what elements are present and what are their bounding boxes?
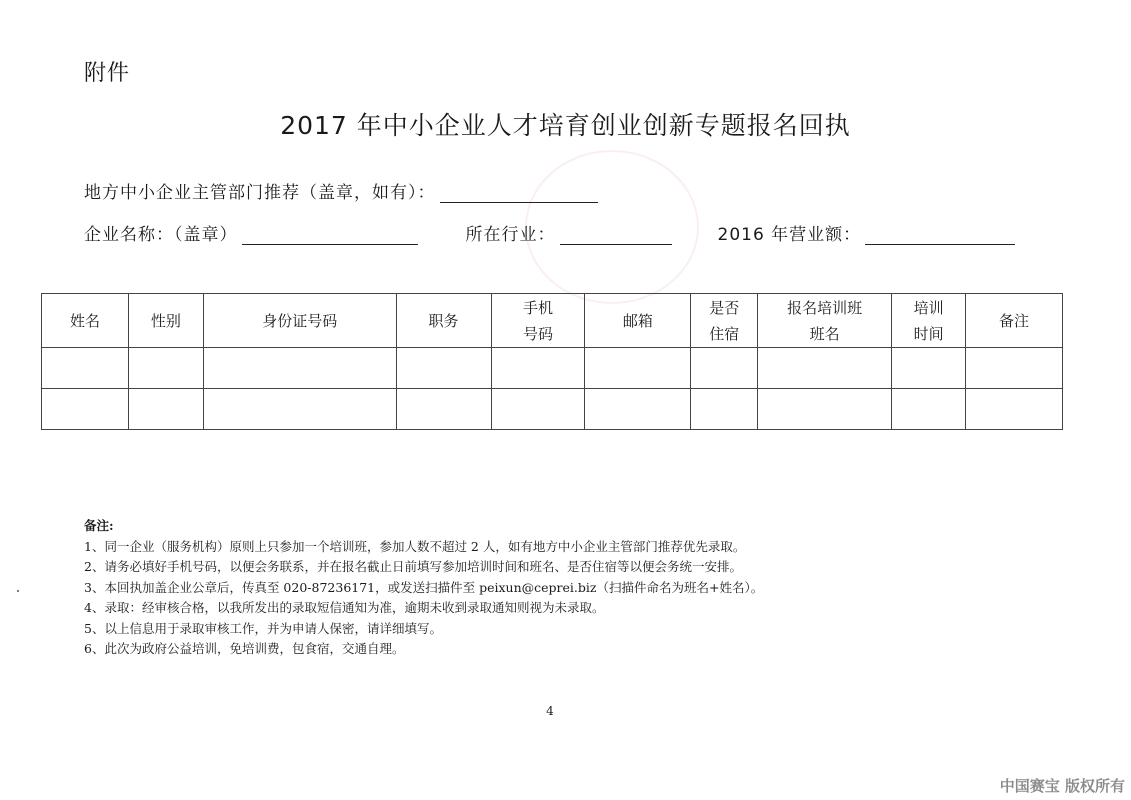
- table-cell[interactable]: [128, 389, 203, 430]
- column-header-text: 性别: [150, 311, 181, 330]
- column-header-text: 培训: [913, 298, 944, 317]
- column-header: [892, 294, 966, 348]
- column-header-text: 备注: [999, 311, 1030, 330]
- table-cell[interactable]: [128, 348, 203, 389]
- column-header-text: 邮箱: [622, 311, 653, 330]
- industry-blank[interactable]: [560, 226, 672, 245]
- table-cell[interactable]: [691, 348, 758, 389]
- column-header-text: 身份证号码: [262, 311, 338, 330]
- table-cell[interactable]: [396, 348, 491, 389]
- note-item: 1、同一企业（服务机构）原则上只参加一个培训班，参加人数不超过 2 人，如有地方中小企业主管部门推荐优先录取。: [84, 538, 746, 554]
- column-header-text: 号码: [522, 324, 553, 343]
- column-header: [585, 294, 691, 348]
- column-header: [396, 294, 491, 348]
- page-number: 4: [546, 704, 554, 718]
- table-cell[interactable]: [758, 348, 892, 389]
- note-item: 2、请务必填好手机号码，以便会务联系，并在报名截止日前填写参加培训时间和班名、是否住宿等以便会务统一安排。: [84, 559, 742, 574]
- table-cell[interactable]: [42, 348, 129, 389]
- table-cell[interactable]: [892, 389, 966, 430]
- table-cell[interactable]: [585, 389, 691, 430]
- table-cell[interactable]: [585, 348, 691, 389]
- column-header: [203, 294, 396, 348]
- column-header-text: 职务: [428, 311, 459, 330]
- scan-speck: [17, 590, 19, 592]
- table-cell[interactable]: [758, 389, 892, 430]
- table-cell[interactable]: [203, 389, 396, 430]
- company-info-line: [84, 220, 1015, 245]
- table-row: [42, 348, 1063, 389]
- column-header-text: 姓名: [69, 311, 100, 330]
- column-header-text: 报名培训班: [787, 298, 863, 317]
- table-cell[interactable]: [691, 389, 758, 430]
- column-header: [128, 294, 203, 348]
- table-cell[interactable]: [966, 348, 1063, 389]
- table-cell[interactable]: [203, 348, 396, 389]
- column-header-text: 住宿: [709, 324, 740, 343]
- table-cell[interactable]: [966, 389, 1063, 430]
- registration-table: [41, 293, 1063, 430]
- recommendation-blank[interactable]: [440, 184, 598, 203]
- table-header-row: [42, 294, 1063, 348]
- note-item: 6、此次为政府公益培训，免培训费，包食宿，交通自理。: [84, 641, 405, 656]
- attachment-label: 附件: [84, 61, 131, 86]
- revenue-blank[interactable]: [865, 226, 1015, 245]
- note-item: 5、以上信息用于录取审核工作，并为申请人保密，请详细填写。: [84, 620, 442, 636]
- recommendation-line: [84, 178, 598, 203]
- column-header-text: 班名: [809, 324, 840, 343]
- column-header: [758, 294, 892, 348]
- recommendation-label: 地方中小企业主管部门推荐（盖章，如有）：: [84, 183, 436, 203]
- column-header: [966, 294, 1063, 348]
- table-cell[interactable]: [396, 389, 491, 430]
- note-item: 3、本回执加盖企业公章后，传真至 020-87236171，或发送扫描件至 peixun@ceprei.biz（扫描件命名为班名+姓名）。: [84, 579, 764, 595]
- note-item: 4、录取：经审核合格，以我所发出的录取短信通知为准，逾期未收到录取通知则视为未录取。: [84, 600, 605, 615]
- column-header: [491, 294, 585, 348]
- revenue-label: 2016 年营业额：: [717, 225, 862, 245]
- column-header: [691, 294, 758, 348]
- document-title: 2017 年中小企业人才培育创业创新专题报名回执: [280, 111, 851, 140]
- copyright-watermark: 中国赛宝 版权所有: [999, 777, 1125, 795]
- table-row: [42, 389, 1063, 430]
- notes-heading: 备注:: [84, 518, 114, 533]
- table-cell[interactable]: [491, 348, 585, 389]
- company-name-label: 企业名称：（盖章）: [84, 225, 238, 245]
- notes-section: [84, 516, 763, 660]
- industry-label: 所在行业：: [465, 225, 556, 245]
- table-cell[interactable]: [491, 389, 585, 430]
- table-cell[interactable]: [892, 348, 966, 389]
- company-name-blank[interactable]: [242, 226, 418, 245]
- column-header-text: 手机: [522, 298, 553, 317]
- column-header: [42, 294, 129, 348]
- table-cell[interactable]: [42, 389, 129, 430]
- column-header-text: 是否: [709, 298, 740, 317]
- column-header-text: 时间: [913, 324, 944, 343]
